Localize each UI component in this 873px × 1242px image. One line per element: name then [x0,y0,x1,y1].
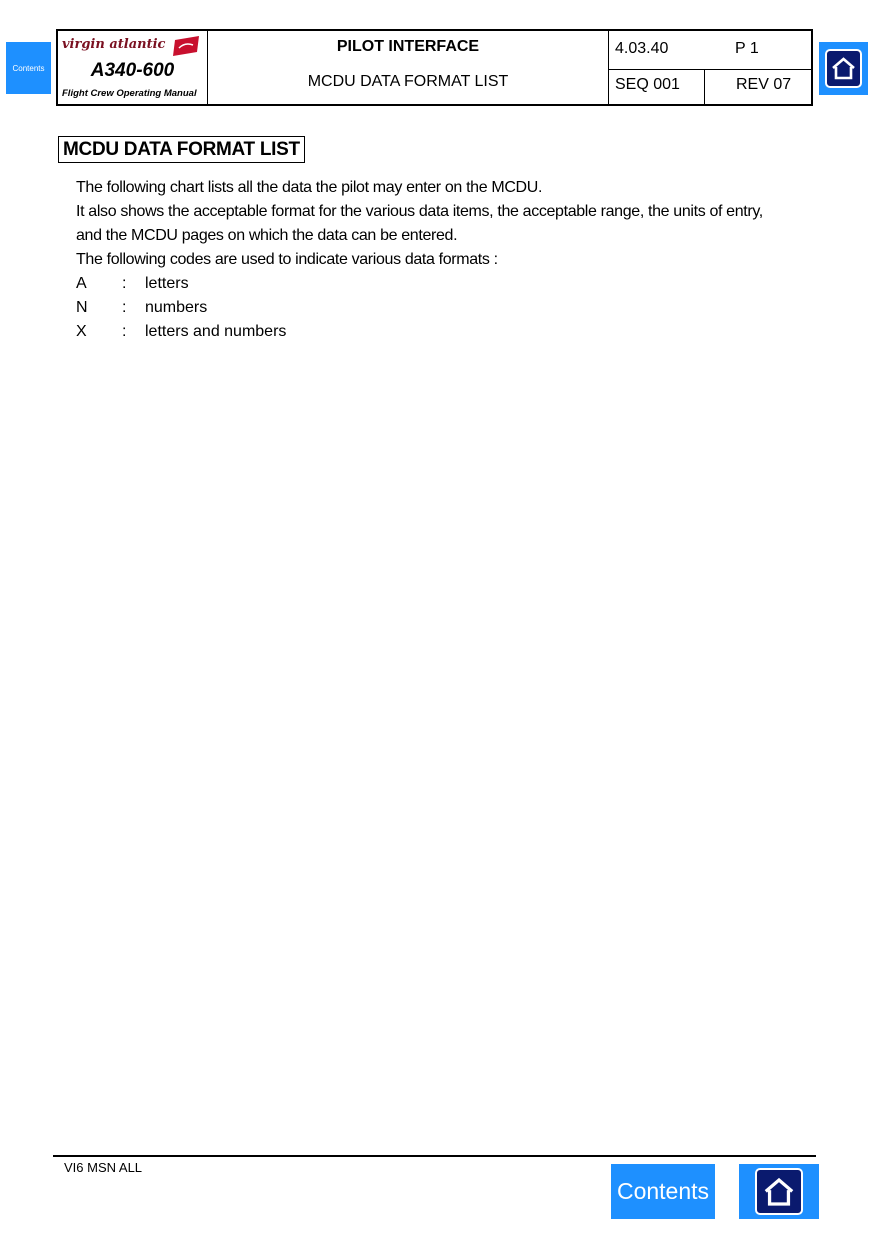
contents-button-bottom[interactable]: Contents [611,1164,715,1219]
code-description: letters [145,275,189,292]
code-letter: X [76,323,87,340]
code-description: letters and numbers [145,323,287,340]
page-header [56,29,813,106]
revision-number: REV 07 [736,76,792,93]
sequence-number: SEQ 001 [615,76,680,93]
contents-button-top[interactable]: Contents [6,42,51,94]
paragraph-line: and the MCDU pages on which the data can be entered. [76,227,458,244]
footer-applicability: VI6 MSN ALL [64,1160,143,1175]
section-number: 4.03.40 [615,40,669,57]
aircraft-model: A340-600 [90,60,175,81]
paragraph-line: It also shows the acceptable format for the various data items, the acceptable range, the units of entry, [76,203,763,220]
code-letter: N [76,299,88,316]
header-divider-vertical [704,70,705,105]
code-separator: : [122,323,127,340]
home-icon [825,49,862,88]
virgin-flag-icon [171,36,201,56]
code-letter: A [76,275,87,292]
header-subtitle: MCDU DATA FORMAT LIST [307,73,509,90]
page-number: P 1 [735,40,759,57]
header-ref-cell [609,31,811,104]
section-title: MCDU DATA FORMAT LIST [58,136,305,163]
home-button-top[interactable] [819,42,868,95]
home-icon [755,1168,803,1215]
footer-divider [53,1155,816,1157]
code-description: numbers [145,299,208,316]
code-separator: : [122,299,127,316]
header-divider [609,69,811,70]
paragraph-line: The following chart lists all the data the pilot may enter on the MCDU. [76,179,543,196]
brand-name: virgin atlantic [62,37,166,52]
home-button-bottom[interactable] [739,1164,819,1219]
manual-name: Flight Crew Operating Manual [62,88,197,99]
header-logo-cell [58,31,208,104]
header-title: PILOT INTERFACE [336,38,480,55]
paragraph-line: The following codes are used to indicate various data formats : [76,251,498,268]
header-title-cell [208,31,609,104]
code-separator: : [122,275,127,292]
